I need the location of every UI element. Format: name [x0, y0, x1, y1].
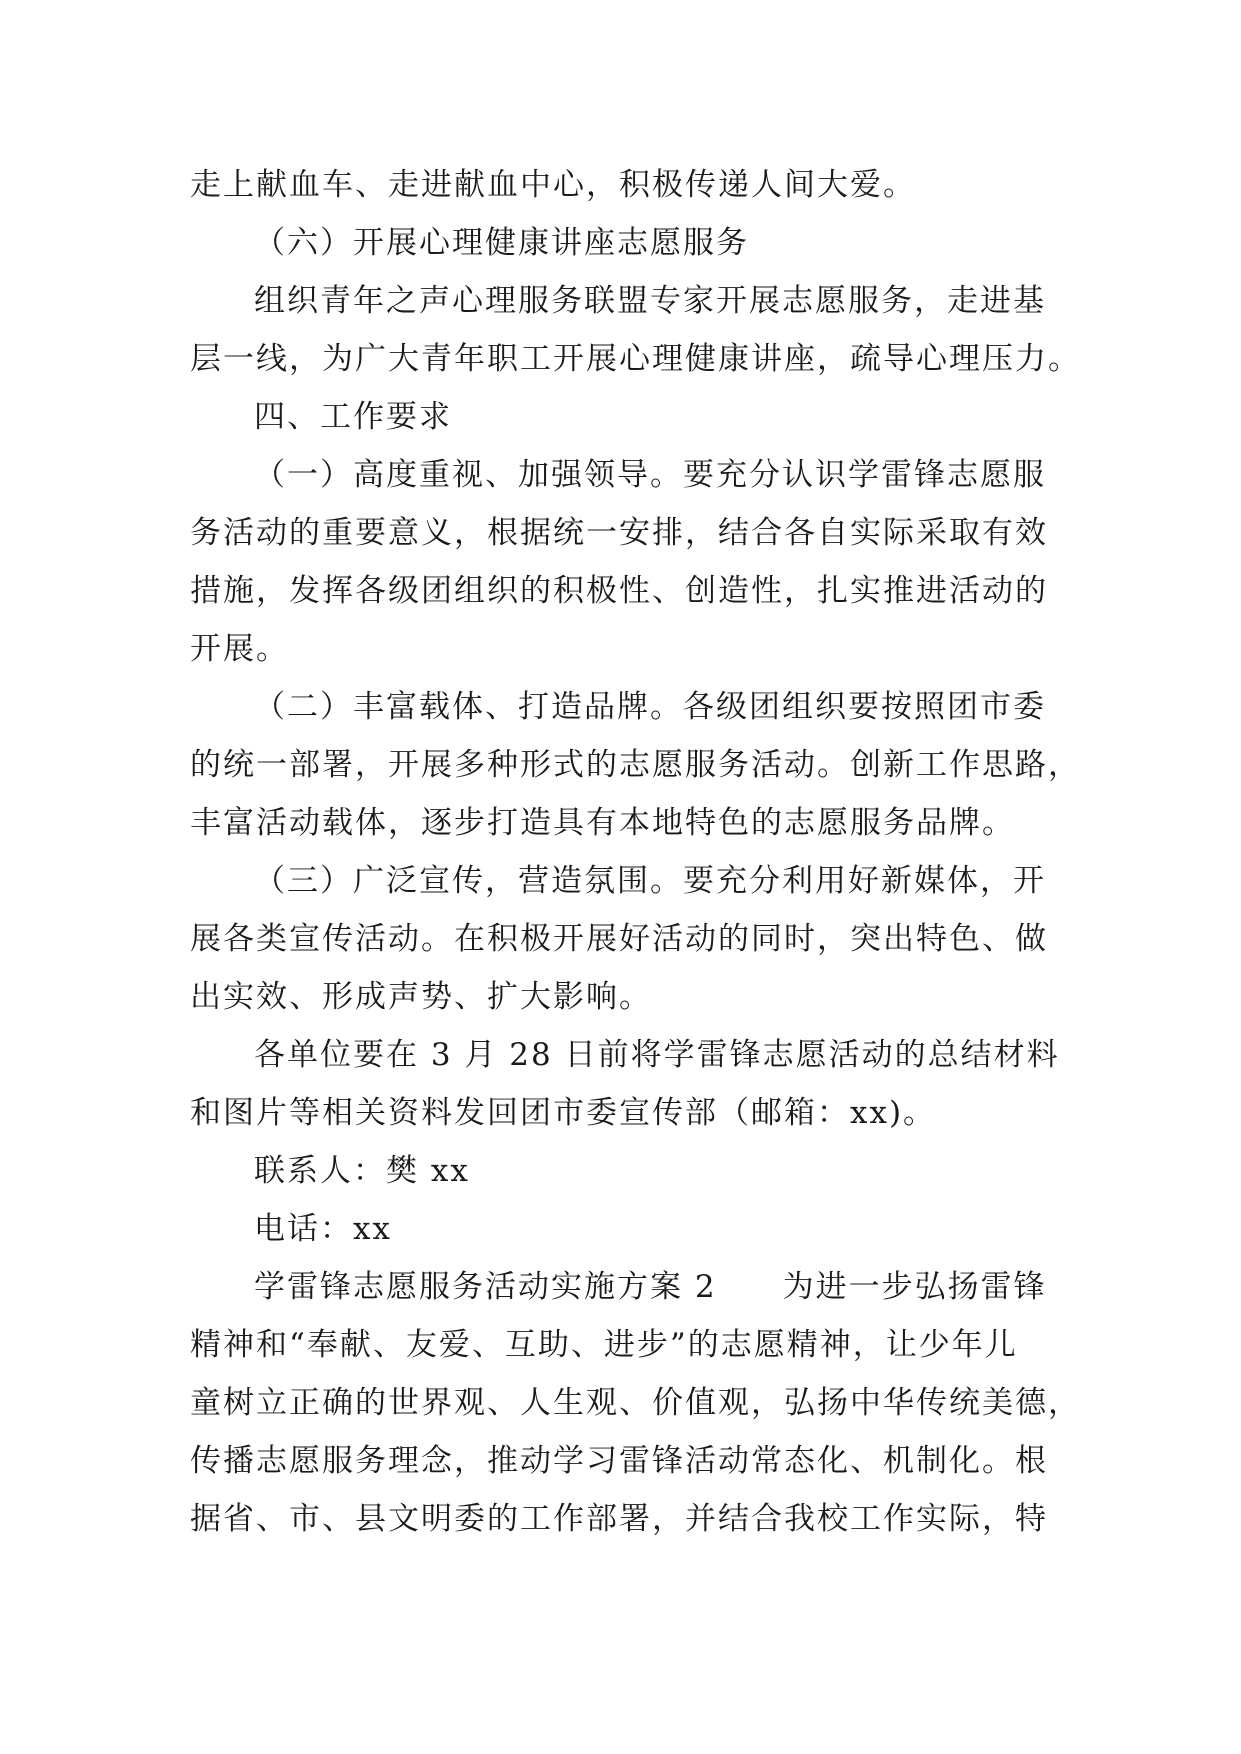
- contact-phone: 电话：xx: [254, 1211, 392, 1247]
- text-line: （三）广泛宣传，营造氛围。要充分利用好新媒体，开: [254, 863, 1046, 899]
- section-heading: 四、工作要求: [254, 399, 452, 435]
- text-line: 和图片等相关资料发回团市委宣传部（邮箱：xx)。: [190, 1095, 937, 1131]
- text-line: 传播志愿服务理念，推动学习雷锋活动常态化、机制化。根: [190, 1443, 1048, 1479]
- text-line: 童树立正确的世界观、人生观、价值观，弘扬中华传统美德，: [190, 1385, 1081, 1421]
- text-line: （一）高度重视、加强领导。要充分认识学雷锋志愿服: [254, 457, 1046, 493]
- text-line: 措施，发挥各级团组织的积极性、创造性，扎实推进活动的: [190, 573, 1048, 609]
- text-line: 的统一部署，开展多种形式的志愿服务活动。创新工作思路，: [190, 747, 1081, 783]
- contact-person: 联系人：樊 xx: [254, 1153, 470, 1189]
- text-line: 丰富活动载体，逐步打造具有本地特色的志愿服务品牌。: [190, 805, 1015, 841]
- text-line: 组织青年之声心理服务联盟专家开展志愿服务，走进基: [254, 283, 1046, 319]
- text-line: （二）丰富载体、打造品牌。各级团组织要按照团市委: [254, 689, 1046, 725]
- text-line: 开展。: [190, 631, 289, 667]
- document-body: [190, 156, 1081, 1548]
- text-line: 据省、市、县文明委的工作部署，并结合我校工作实际，特: [190, 1501, 1048, 1537]
- text-line: 层一线，为广大青年职工开展心理健康讲座，疏导心理压力。: [190, 341, 1081, 377]
- text-line: 展各类宣传活动。在积极开展好活动的同时，突出特色、做: [190, 921, 1048, 957]
- text-line: 精神和“奉献、友爱、互助、进步”的志愿精神，让少年儿: [190, 1327, 1018, 1363]
- text-line: 走上献血车、走进献血中心，积极传递人间大爱。: [190, 167, 916, 203]
- text-line: 各单位要在 3 月 28 日前将学雷锋志愿活动的总结材料: [254, 1037, 1060, 1073]
- text-line: 学雷锋志愿服务活动实施方案 2 为进一步弘扬雷锋: [254, 1269, 1047, 1305]
- text-line: 出实效、形成声势、扩大影响。: [190, 979, 652, 1015]
- section-heading: （六）开展心理健康讲座志愿服务: [254, 225, 749, 261]
- text-line: 务活动的重要意义，根据统一安排，结合各自实际采取有效: [190, 515, 1048, 551]
